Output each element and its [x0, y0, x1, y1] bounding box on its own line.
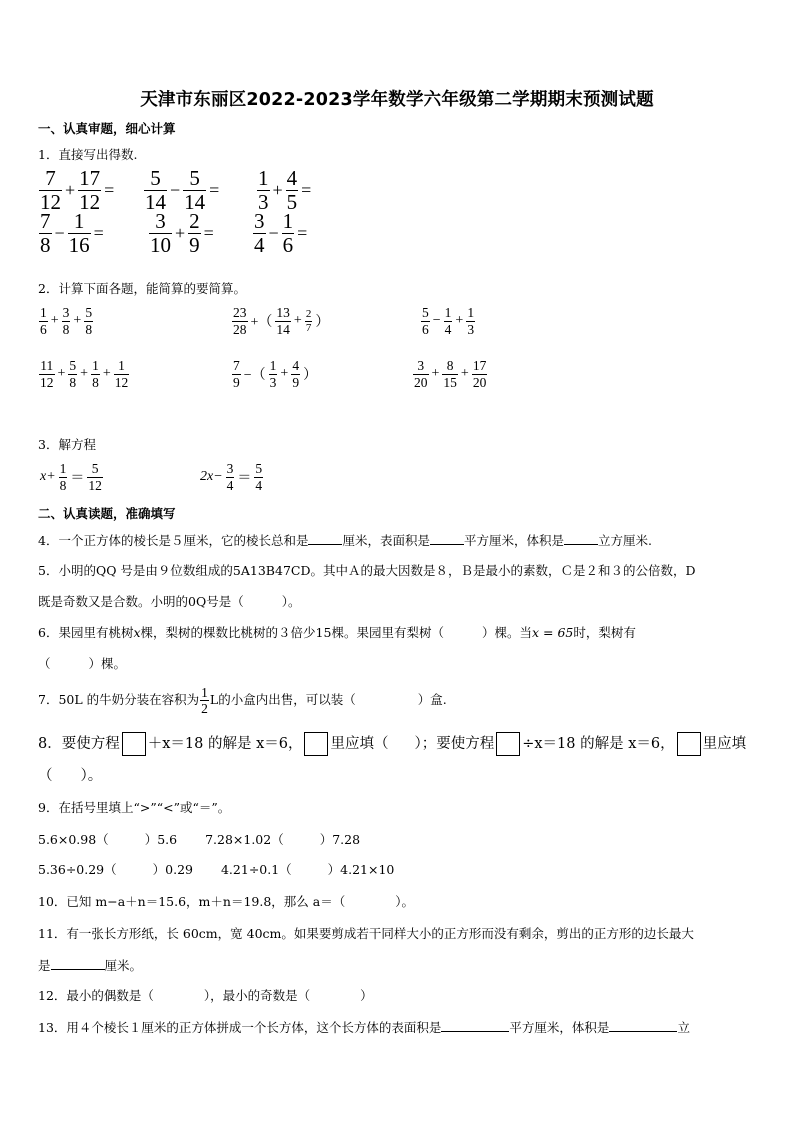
q3-label: 3．解方程: [38, 437, 96, 452]
page-title: 天津市东丽区2022-2023学年数学六年级第二学期期末预测试题: [140, 90, 654, 110]
fraction: $\frac{7}{8}$: [40, 209, 51, 257]
q1-expr-5: $\frac{3}{10}$ + $\frac{2}{9}$ =: [150, 209, 214, 257]
q9-row-1: 5.6×0.98（ ）5.6 7.28×1.02（ ）7.28: [38, 832, 361, 847]
q9-label: 9．在括号里填上“>”“<”或“＝”。: [38, 800, 231, 815]
q4: 4．一个正方体的棱长是５厘米，它的棱长总和是 厘米，表面积是 平方厘米，体积是 立方厘米.: [38, 533, 652, 548]
q1-expr-2: $\frac{5}{14}$ − $\frac{5}{14}$ =: [145, 166, 220, 214]
q1-expr-3: $\frac{1}{3}$ + $\frac{4}{5}$ =: [258, 166, 312, 214]
q6-line-1: 6．果园里有桃树x棵，梨树的棵数比桃树的３倍少15棵。果园里有梨树（ ）棵。当x = 65时，梨树有: [38, 625, 636, 640]
fraction: $\frac{5}{14}$: [184, 166, 206, 214]
q8-line-1: 8．要使方程 ＋x＝18 的解是 x＝6， 里应填（ ）；要使方程 ÷x＝18 的解是 x＝6， 里应填: [38, 732, 746, 756]
q9-row-2: 5.36÷0.29（ ）0.29 4.21÷0.1（ ）4.21×10: [38, 862, 395, 877]
fraction: $\frac{1}{3}$: [258, 166, 269, 214]
q6-line-2: （ ）棵。: [38, 656, 127, 671]
q11-line-1: 11．有一张长方形纸，长 60cm，宽 40cm。如果要剪成若干同样大小的正方形而没有剩余，剪出的正方形的边长最大: [38, 926, 694, 941]
answer-blank[interactable]: [441, 1019, 509, 1032]
fraction: $\frac{3}{10}$: [150, 209, 171, 257]
fraction: $\frac{3}{4}$: [254, 209, 265, 257]
q2-expr-2: $\frac{23}{28}$ +（ $\frac{13}{14}$ + $\frac{2}{7}$ ）: [233, 305, 330, 337]
fraction: $\frac{5}{14}$: [145, 166, 166, 214]
section-1-heading: 一、认真审题，细心计算: [38, 121, 176, 136]
q12: 12．最小的偶数是（ ），最小的奇数是（ ）: [38, 988, 373, 1003]
q3-equation-1: x+ $\frac{1}{8}$ ＝ $\frac{5}{12}$: [40, 461, 102, 493]
answer-box[interactable]: [496, 732, 520, 756]
fraction: $\frac{1}{16}$: [68, 209, 90, 257]
fraction: $\frac{1}{6}$: [282, 209, 294, 257]
fraction: $\frac{2}{9}$: [189, 209, 200, 257]
q5-line-1: 5．小明的QQ 号是由９位数组成的5A13B47CD。其中Ａ的最大因数是８，Ｂ是最小的素数，Ｃ是２和３的公倍数，D: [38, 563, 696, 578]
fraction: $\frac{17}{12}$: [79, 166, 101, 214]
fraction: $\frac{7}{12}$: [40, 166, 61, 214]
q2-expr-5: $\frac{7}{9}$ −（ $\frac{1}{3}$ + $\frac{4}{9}$ ）: [233, 358, 318, 390]
q1-expr-6: $\frac{3}{4}$ − $\frac{1}{6}$ =: [254, 209, 308, 257]
q13: 13．用４个棱长１厘米的正方体拼成一个长方体，这个长方体的表面积是 平方厘米，体积是 立: [38, 1020, 690, 1035]
q2-expr-3: $\frac{5}{6}$ − $\frac{1}{4}$ + $\frac{1}{3}$: [422, 305, 475, 337]
q8-line-2: （ ）。: [38, 768, 103, 784]
answer-box[interactable]: [122, 732, 146, 756]
section-2-heading: 二、认真读题，准确填写: [38, 506, 176, 521]
q2-label: 2．计算下面各题，能简算的要简算。: [38, 281, 246, 296]
fraction: $\frac{4}{5}$: [286, 166, 298, 214]
q2-expr-4: $\frac{11}{12}$ + $\frac{5}{8}$ + $\frac{1}{8}$ + $\frac{1}{12}$: [40, 358, 129, 390]
answer-blank[interactable]: [51, 957, 105, 970]
answer-blank[interactable]: [564, 532, 598, 545]
q5-line-2: 既是奇数又是合数。小明的0Q号是（ ）。: [38, 594, 301, 609]
q7: 7．50L 的牛奶分装在容积为 $\frac{1}{2}$ L的小盒内出售，可以装（ ）盒.: [38, 684, 447, 716]
q1-label: 1．直接写出得数.: [38, 147, 138, 162]
answer-box[interactable]: [304, 732, 328, 756]
answer-blank[interactable]: [430, 532, 464, 545]
q11-line-2: 是 厘米。: [38, 958, 143, 973]
q2-expr-1: $\frac{1}{6}$ + $\frac{3}{8}$ + $\frac{5}{8}$: [40, 305, 93, 337]
answer-box[interactable]: [677, 732, 701, 756]
q10: 10．已知 m−a＋n＝15.6，m＋n＝19.8，那么 a＝（ ）。: [38, 894, 414, 909]
q3-equation-2: 2x− $\frac{3}{4}$ ＝ $\frac{5}{4}$: [200, 461, 263, 493]
q2-expr-6: $\frac{3}{20}$ + $\frac{8}{15}$ + $\frac{17}{20}$: [414, 358, 487, 390]
answer-blank[interactable]: [609, 1019, 677, 1032]
q1-expr-4: $\frac{7}{8}$ − $\frac{1}{16}$ =: [40, 209, 104, 257]
q1-expr-1: $\frac{7}{12}$ + $\frac{17}{12}$ =: [40, 166, 115, 214]
answer-blank[interactable]: [308, 532, 342, 545]
